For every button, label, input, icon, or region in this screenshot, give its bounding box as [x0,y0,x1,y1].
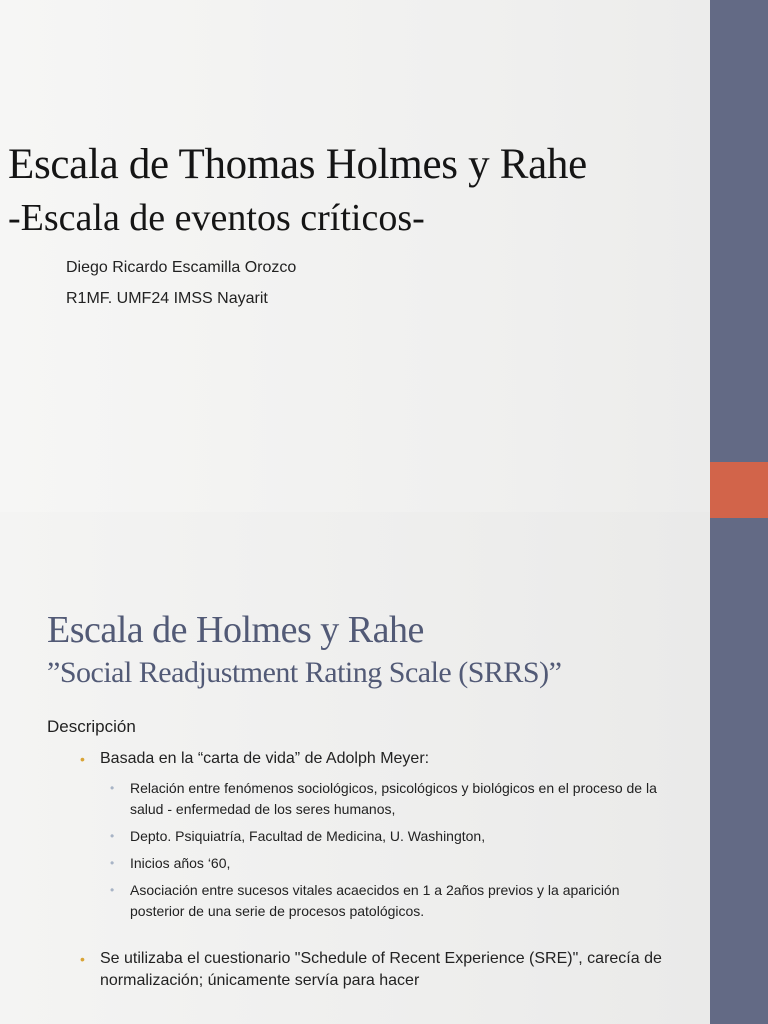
bullet-dot-icon: • [80,951,85,967]
bullet-dot-icon: • [110,856,115,870]
bullet-item [80,948,680,992]
bullet-text: Basada en la “carta de vida” de Adolph Meyer: [100,750,430,767]
content-slide [0,512,768,1024]
sub-bullet-list [110,778,670,922]
sub-bullet-text: Inicios años ‘60, [130,855,231,871]
slide-subtitle: -Escala de eventos críticos- [8,197,425,239]
sub-bullet-item [110,826,670,847]
sub-bullet-item [110,778,670,820]
section-heading: Descripción [47,717,136,736]
bullet-dot-icon: • [80,751,85,767]
sub-bullet-text: Relación entre fenómenos sociológicos, psicológicos y biológicos en el proceso de la salud - enfermedad de los seres humanos, [130,780,657,817]
slide-title: Escala de Holmes y Rahe [47,609,424,651]
slide-title: Escala de Thomas Holmes y Rahe [8,141,587,188]
sub-bullet-item [110,880,670,922]
bullet-dot-icon: • [110,781,115,795]
sub-bullet-text: Depto. Psiquiatría, Facultad de Medicina, U. Washington, [130,828,486,844]
slide-sidebar-band [710,0,768,512]
author-name: Diego Ricardo Escamilla Orozco [66,259,297,276]
bullet-list [80,748,680,992]
bullet-dot-icon: • [110,829,115,843]
bullet-dot-icon: • [110,883,115,897]
slide-sidebar-band [710,512,768,1024]
bullet-text: Se utilizaba el cuestionario "Schedule of Recent Experience (SRE)", carecía de normalización; únicamente servía para hacer [100,950,662,989]
bullet-item [80,748,680,770]
sub-bullet-text: Asociación entre sucesos vitales acaecidos en 1 a 2años previos y la aparición posterior de una serie de procesos patológicos. [130,882,620,919]
sub-bullet-item [110,853,670,874]
accent-block [710,462,768,518]
author-affiliation: R1MF. UMF24 IMSS Nayarit [66,290,268,307]
slide-subtitle: ”Social Readjustment Rating Scale (SRRS)” [47,656,562,689]
